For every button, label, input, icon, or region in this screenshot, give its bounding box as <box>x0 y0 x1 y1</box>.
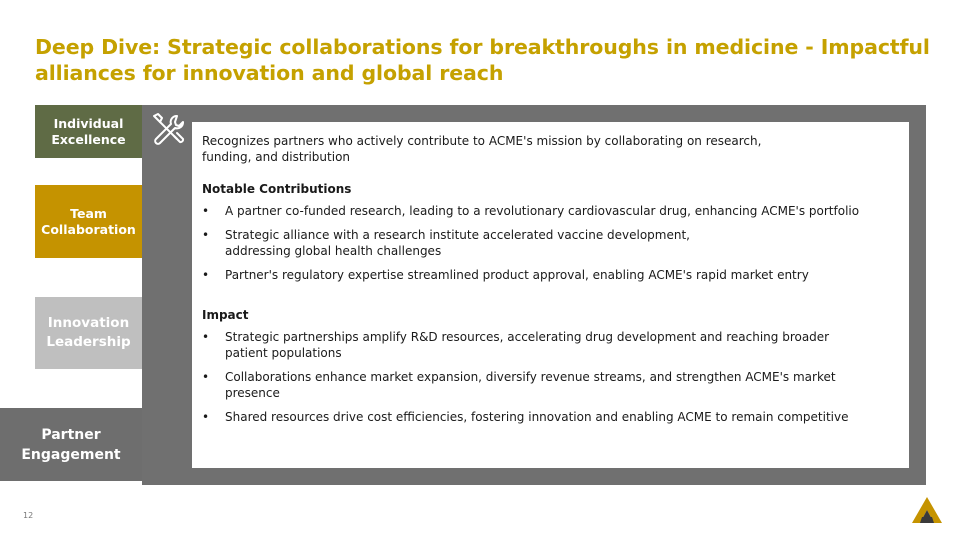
slide-title: Deep Dive: Strategic collaborations for breakthroughs in medicine - Impactful alliances for innovation and global reach <box>35 35 930 85</box>
contributions-heading: Notable Contributions <box>202 182 352 196</box>
list-item-line1: Partner's regulatory expertise streamlined product approval, enabling ACME's rapid market entry <box>225 268 809 282</box>
tab-label-line2: Excellence <box>51 131 126 147</box>
impact-heading: Impact <box>202 308 249 322</box>
tab-label-line2: Engagement <box>21 446 121 463</box>
list-item <box>202 369 902 401</box>
impact-list <box>202 329 902 425</box>
contributions-list <box>202 203 902 283</box>
acme-logo-icon <box>911 496 943 524</box>
tab-label-line2: Collaboration <box>41 221 136 237</box>
tab-partner-engagement[interactable] <box>0 408 142 481</box>
list-item-line2: addressing global health challenges <box>225 244 442 258</box>
intro-line1: Recognizes partners who actively contribute to ACME's mission by collaborating on research, <box>202 134 762 148</box>
list-item-line2: presence <box>225 386 280 400</box>
list-item-line1: Collaborations enhance market expansion, diversify revenue streams, and strengthen ACME's market <box>225 370 836 384</box>
list-item <box>202 329 902 361</box>
intro-text <box>202 133 802 165</box>
tab-label-line1: Partner <box>41 426 101 443</box>
page-number: 12 <box>23 511 34 520</box>
list-item-line1: Strategic partnerships amplify R&D resources, accelerating drug development and reaching broader <box>225 330 830 344</box>
list-item-line1: Strategic alliance with a research institute accelerated vaccine development, <box>225 228 690 242</box>
list-item <box>202 227 902 259</box>
card-content <box>202 133 902 433</box>
tab-innovation-leadership[interactable] <box>35 297 142 369</box>
tools-icon <box>150 112 186 148</box>
tab-individual-excellence[interactable] <box>35 105 142 158</box>
tab-team-collaboration[interactable] <box>35 185 142 258</box>
list-item-line2: patient populations <box>225 346 342 360</box>
tab-label-line2: Leadership <box>46 334 131 350</box>
tab-label-line1: Team <box>70 205 107 221</box>
list-item-line1: Shared resources drive cost efficiencies, fostering innovation and enabling ACME to remain competitive <box>225 410 849 424</box>
tab-label-line1: Innovation <box>47 315 130 331</box>
tab-label-line1: Individual <box>53 115 124 131</box>
list-item <box>202 203 902 219</box>
list-item <box>202 409 902 425</box>
list-item <box>202 267 902 283</box>
list-item-line1: A partner co-funded research, leading to a revolutionary cardiovascular drug, enhancing ACME's portfolio <box>225 204 860 218</box>
intro-line2: funding, and distribution <box>202 150 351 164</box>
